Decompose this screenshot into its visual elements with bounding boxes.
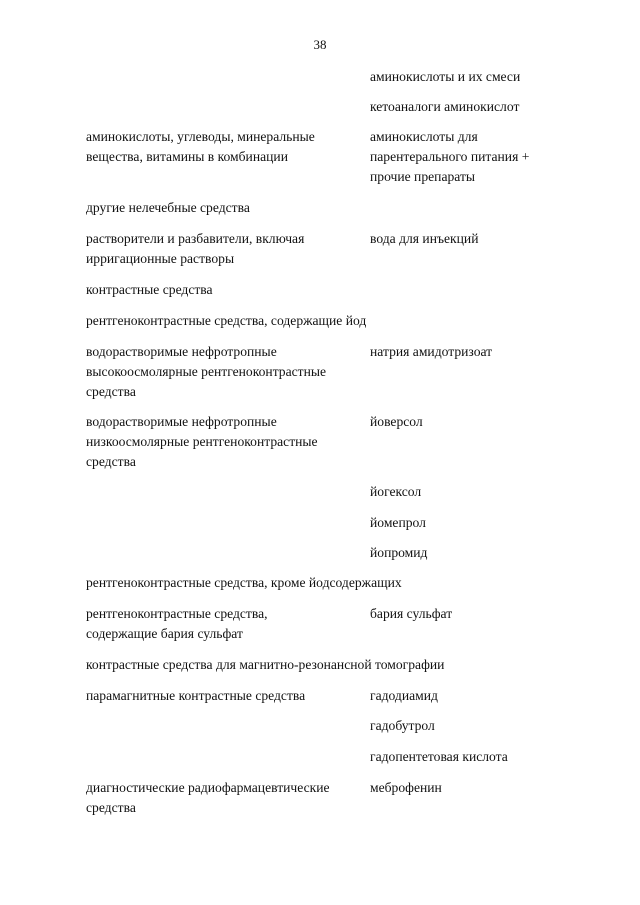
right-cell: гадобутрол: [370, 718, 435, 733]
right-cell: гадодиамид: [370, 688, 438, 703]
right-cell: йогексол: [370, 484, 422, 499]
left-cell: диагностические радиофармацевтические средства: [86, 780, 330, 815]
left-cell: парамагнитные контрастные средства: [86, 688, 306, 703]
left-cell: аминокислоты, углеводы, минеральные вещества, витамины в комбинации: [86, 129, 315, 164]
left-cell: другие нелечебные средства: [86, 200, 250, 215]
right-cell: йоверсол: [370, 414, 423, 429]
left-cell: рентгеноконтрастные средства, кроме йодсодержащих: [86, 575, 402, 590]
right-cell: натрия амидотризоат: [370, 344, 493, 359]
right-cell: бария сульфат: [370, 606, 453, 621]
right-cell: йопромид: [370, 545, 428, 560]
right-cell: аминокислоты для парентерального питания + прочие препараты: [370, 129, 530, 184]
right-cell: вода для инъекций: [370, 231, 479, 246]
left-cell: растворители и разбавители, включая ирригационные растворы: [86, 231, 305, 266]
left-cell: контрастные средства для магнитно-резонансной томографии: [86, 657, 445, 672]
left-cell: рентгеноконтрастные средства, содержащие йод: [86, 313, 367, 328]
page-number: 38: [313, 37, 327, 52]
left-cell: контрастные средства: [86, 282, 213, 297]
right-cell: йомепрол: [370, 515, 426, 530]
right-cell: меброфенин: [370, 780, 442, 795]
left-cell: водорастворимые нефротропные низкоосмолярные рентгеноконтрастные средства: [86, 414, 318, 469]
right-cell: гадопентетовая кислота: [370, 749, 508, 764]
right-cell: аминокислоты и их смеси: [370, 69, 521, 84]
left-cell: водорастворимые нефротропные высокоосмолярные рентгеноконтрастные средства: [86, 344, 327, 399]
right-cell: кетоаналоги аминокислот: [370, 99, 520, 114]
left-cell: рентгеноконтрастные средства, содержащие бария сульфат: [86, 606, 268, 641]
